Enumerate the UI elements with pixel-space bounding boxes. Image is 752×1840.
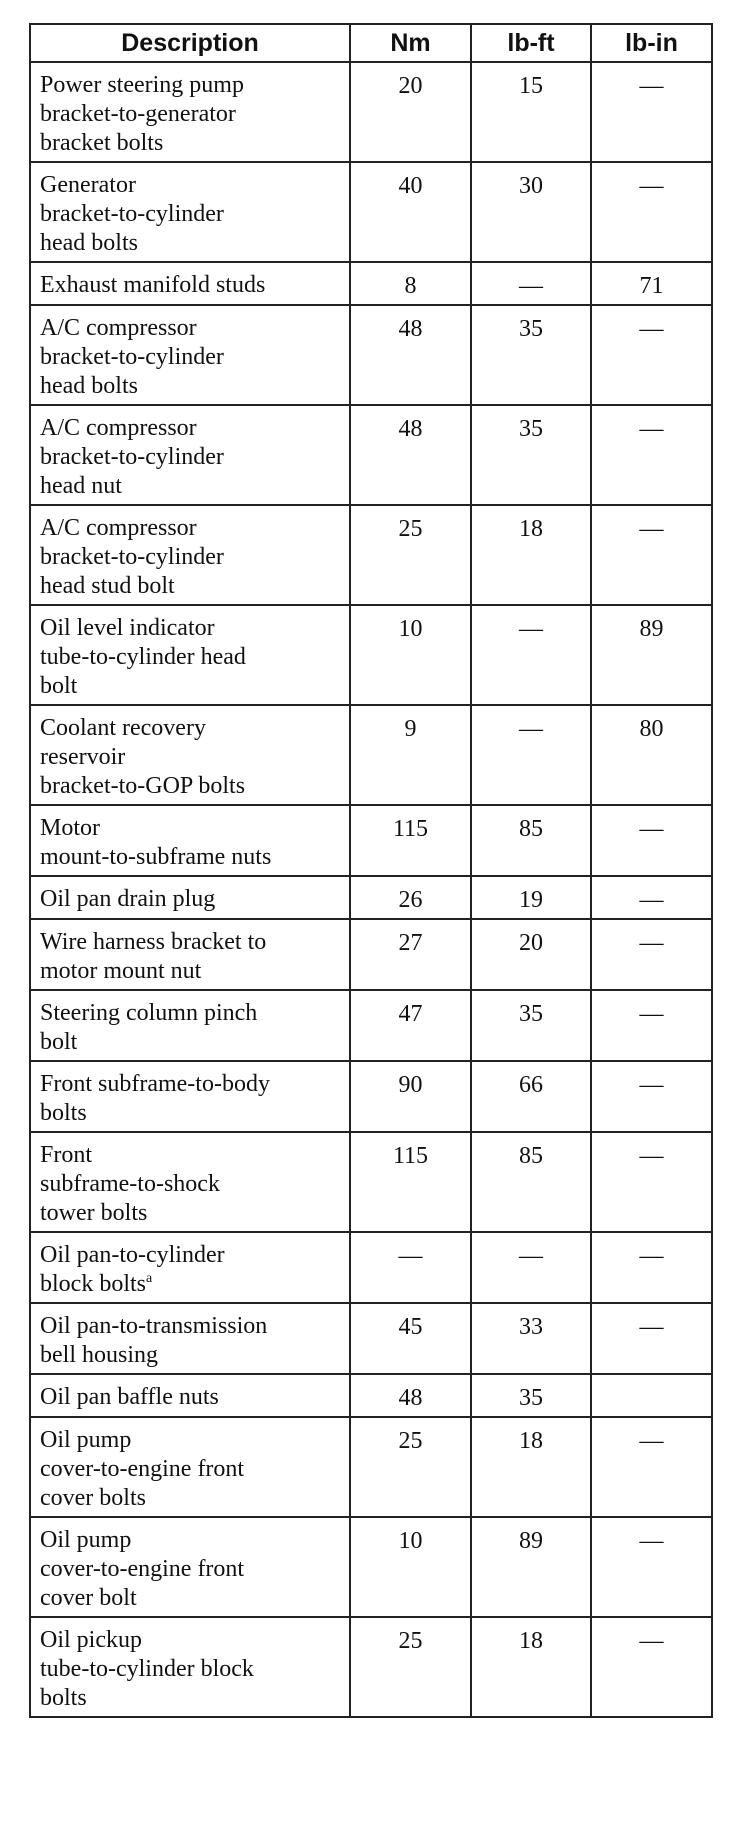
header-nm: Nm [350,24,471,62]
table-row [30,605,712,705]
table-row [30,305,712,405]
header-description: Description [30,24,350,62]
description-text: Wire harness bracket to motor mount nut [40,929,267,984]
cell-lbin: — [591,1061,712,1132]
cell-nm: 48 [350,1374,471,1417]
cell-lbft: 35 [471,1374,591,1417]
table-row [30,1374,712,1417]
cell-description [30,876,350,919]
cell-nm: 27 [350,919,471,990]
cell-lbft: — [471,262,591,305]
cell-nm: 48 [350,305,471,405]
cell-description [30,605,350,705]
cell-lbft: — [471,1232,591,1303]
cell-description [30,62,350,162]
cell-lbft: 30 [471,162,591,262]
torque-spec-table [29,23,713,1718]
cell-lbin: — [591,1617,712,1717]
description-text: Exhaust manifold studs [40,272,266,298]
cell-description [30,1374,350,1417]
cell-description [30,805,350,876]
description-text: Oil pump cover-to-engine front cover bolt [40,1527,245,1611]
cell-nm: 10 [350,1517,471,1617]
header-lbft: lb-ft [471,24,591,62]
cell-description [30,1061,350,1132]
cell-description [30,990,350,1061]
cell-nm: 10 [350,605,471,705]
cell-description [30,705,350,805]
cell-lbin: — [591,990,712,1061]
cell-description [30,1617,350,1717]
cell-description [30,262,350,305]
description-text: Oil pan-to-transmission bell housing [40,1313,268,1368]
cell-lbin: — [591,1417,712,1517]
cell-lbft: 89 [471,1517,591,1617]
table-header-row [30,24,712,62]
cell-lbft: 20 [471,919,591,990]
cell-nm: 115 [350,1132,471,1232]
cell-lbft: — [471,605,591,705]
cell-description [30,1517,350,1617]
cell-lbin: — [591,919,712,990]
table-row [30,262,712,305]
cell-description [30,919,350,990]
cell-lbin: — [591,1232,712,1303]
cell-nm: 25 [350,1417,471,1517]
cell-description [30,505,350,605]
cell-nm: 9 [350,705,471,805]
description-text: Oil pan-to-cylinder block bolts [40,1242,225,1297]
cell-nm: 45 [350,1303,471,1374]
table-row [30,876,712,919]
cell-nm: 25 [350,505,471,605]
cell-lbft: 15 [471,62,591,162]
cell-lbin: 89 [591,605,712,705]
description-text: Front subframe-to-body bolts [40,1071,270,1126]
description-text: Generator bracket-to-cylinder head bolts [40,172,224,256]
cell-nm: 20 [350,62,471,162]
description-text: Power steering pump bracket-to-generator bracket bolts [40,72,244,156]
cell-lbft: 85 [471,1132,591,1232]
cell-nm: 26 [350,876,471,919]
cell-nm: 47 [350,990,471,1061]
cell-lbin: — [591,876,712,919]
cell-lbft: 18 [471,1617,591,1717]
table-row [30,1132,712,1232]
description-text: A/C compressor bracket-to-cylinder head nut [40,415,224,499]
cell-description [30,162,350,262]
cell-nm: — [350,1232,471,1303]
description-text: Oil level indicator tube-to-cylinder head bolt [40,615,246,699]
description-text: Steering column pinch bolt [40,1000,258,1055]
cell-nm: 40 [350,162,471,262]
cell-lbft: 85 [471,805,591,876]
cell-nm: 90 [350,1061,471,1132]
cell-description [30,1132,350,1232]
cell-lbin: — [591,1132,712,1232]
cell-nm: 8 [350,262,471,305]
cell-lbin: 71 [591,262,712,305]
description-text: Coolant recovery reservoir bracket-to-GOP bolts [40,715,246,799]
cell-nm: 115 [350,805,471,876]
torque-spec-sheet [29,23,713,1718]
cell-nm: 25 [350,1617,471,1717]
cell-lbft: 35 [471,990,591,1061]
cell-description [30,305,350,405]
table-row [30,505,712,605]
footnote-marker: a [146,1271,153,1286]
cell-lbin [591,1374,712,1417]
description-text: A/C compressor bracket-to-cylinder head stud bolt [40,515,224,599]
cell-lbft: 33 [471,1303,591,1374]
table-row [30,1061,712,1132]
table-row [30,1617,712,1717]
cell-lbft: 18 [471,505,591,605]
description-text: Oil pan drain plug [40,886,216,912]
table-row [30,62,712,162]
table-row [30,1517,712,1617]
cell-description [30,405,350,505]
cell-lbft: 66 [471,1061,591,1132]
table-row [30,162,712,262]
table-row [30,990,712,1061]
cell-lbin: — [591,805,712,876]
cell-lbin: — [591,1517,712,1617]
table-row [30,1303,712,1374]
cell-lbin: 80 [591,705,712,805]
description-text: Oil pump cover-to-engine front cover bolts [40,1427,245,1511]
table-row [30,405,712,505]
cell-description [30,1303,350,1374]
description-text: Front subframe-to-shock tower bolts [40,1142,220,1226]
header-lbin: lb-in [591,24,712,62]
description-text: Oil pan baffle nuts [40,1384,219,1410]
cell-nm: 48 [350,405,471,505]
cell-lbin: — [591,305,712,405]
cell-lbft: 35 [471,405,591,505]
table-row [30,805,712,876]
cell-lbin: — [591,505,712,605]
cell-lbin: — [591,62,712,162]
cell-lbft: 35 [471,305,591,405]
description-text: A/C compressor bracket-to-cylinder head bolts [40,315,224,399]
table-row [30,1417,712,1517]
table-row [30,919,712,990]
cell-lbft: — [471,705,591,805]
table-row [30,1232,712,1303]
cell-lbft: 18 [471,1417,591,1517]
cell-lbft: 19 [471,876,591,919]
cell-lbin: — [591,405,712,505]
cell-description [30,1232,350,1303]
cell-description [30,1417,350,1517]
cell-lbin: — [591,1303,712,1374]
description-text: Oil pickup tube-to-cylinder block bolts [40,1627,254,1711]
cell-lbin: — [591,162,712,262]
table-row [30,705,712,805]
description-text: Motor mount-to-subframe nuts [40,815,272,870]
